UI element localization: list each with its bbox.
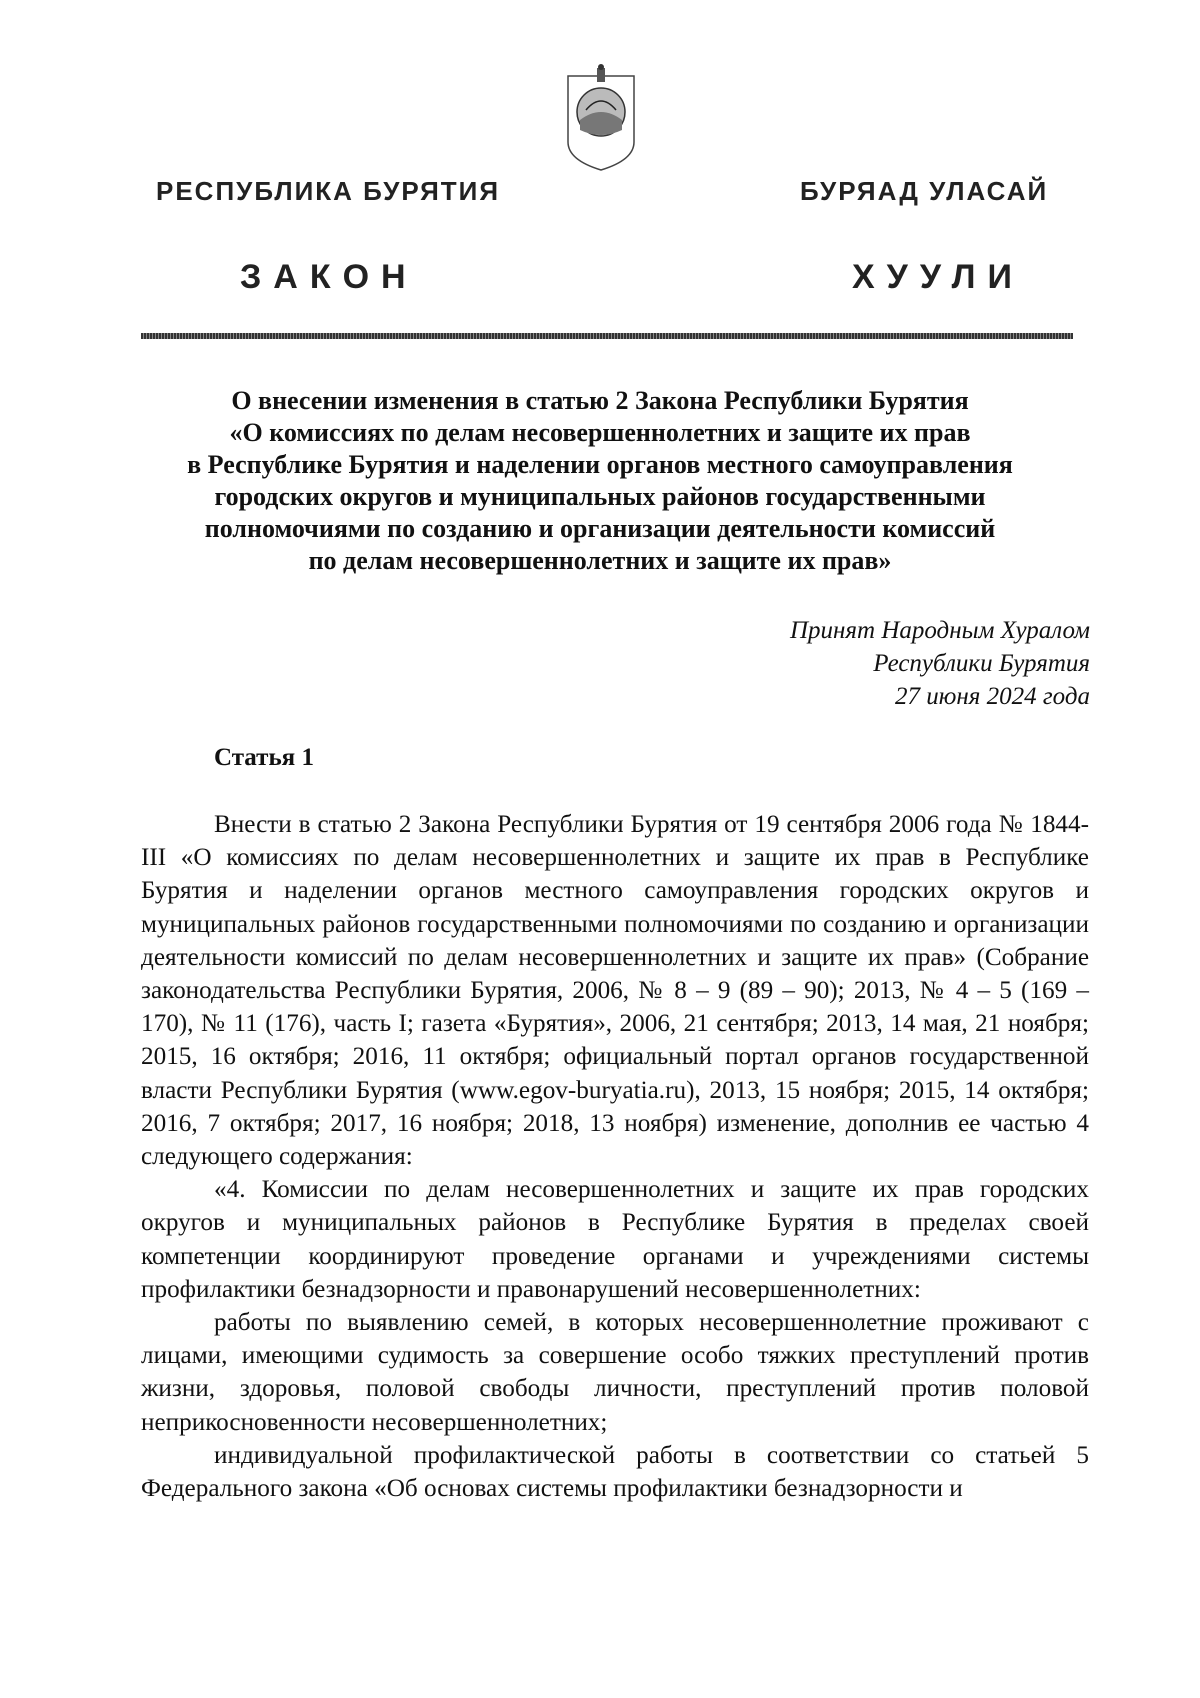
title-line: полномочиями по созданию и организации деятельности комиссий bbox=[204, 514, 996, 543]
paragraph: Внести в статью 2 Закона Республики Бурятия от 19 сентября 2006 года № 1844-III «О комиссиях по делам несовершеннолетних и защите их прав в Республике Бурятия и наделении органов местного самоуправления городских округов и муниципальных районов государственными полномочиями по созданию и организации деятельности комиссий по делам несовершеннолетних и защите их прав» (Собрание законодательства Республики Бурятия, 2006, № 8 – 9 (89 – 90); 2013, № 4 – 5 (169 – 170), № 11 (176), часть I; газета «Бурятия», 2006, 21 сентября; 2013, 14 мая, 21 ноября; 2015, 16 октября; 2016, 11 октября; официальный портал органов государственной власти Республики Бурятия (www.egov-buryatia.ru), 2013, 15 ноября; 2015, 14 октября; 2016, 7 октября; 2017, 16 ноября; 2018, 13 ноября) изменение, дополнив ее частью 4 следующего содержания: bbox=[141, 811, 1089, 1171]
header-divider bbox=[141, 333, 1073, 339]
paragraph: индивидуальной профилактической работы в соответствии со статьей 5 Федерального закона «Об основах системы профилактики безнадзорности и bbox=[141, 1441, 1089, 1503]
law-label-buryat: ХУУЛИ bbox=[852, 258, 1024, 296]
adoption-note bbox=[600, 614, 1090, 713]
title-line: городских округов и муниципальных районов государственными bbox=[214, 482, 986, 511]
adoption-date: 27 июня 2024 года bbox=[895, 683, 1090, 710]
republic-name-russian: РЕСПУБЛИКА БУРЯТИЯ bbox=[156, 176, 501, 206]
title-line: в Республике Бурятия и наделении органов местного самоуправления bbox=[187, 450, 1013, 479]
law-label-russian: ЗАКОН bbox=[240, 258, 418, 296]
law-title bbox=[130, 385, 1070, 577]
title-line: О внесении изменения в статью 2 Закона Республики Бурятия bbox=[231, 386, 969, 415]
article-heading: Статья 1 bbox=[214, 744, 314, 771]
title-line: «О комиссиях по делам несовершеннолетних и защите их прав bbox=[229, 418, 971, 447]
adoption-line: Республики Бурятия bbox=[873, 650, 1090, 677]
adoption-line: Принят Народным Хуралом bbox=[789, 617, 1090, 644]
title-line: по делам несовершеннолетних и защите их прав» bbox=[308, 546, 892, 575]
coat-of-arms-icon bbox=[566, 62, 636, 172]
paragraph: «4. Комиссии по делам несовершеннолетних и защите их прав городских округов и муниципальных районов в Республике Бурятия в пределах своей компетенции координируют проведение органами и учреждениями системы профилактики безнадзорности и правонарушений несовершеннолетних: bbox=[141, 1176, 1089, 1303]
paragraph: работы по выявлению семей, в которых несовершеннолетние проживают с лицами, имеющими судимость за совершение особо тяжких преступлений против жизни, здоровья, половой свободы личности, преступлений против половой неприкосновенности несовершеннолетних; bbox=[141, 1309, 1089, 1436]
republic-name-buryat: БУРЯАД УЛАСАЙ bbox=[800, 176, 1049, 206]
article-body bbox=[141, 808, 1089, 1505]
